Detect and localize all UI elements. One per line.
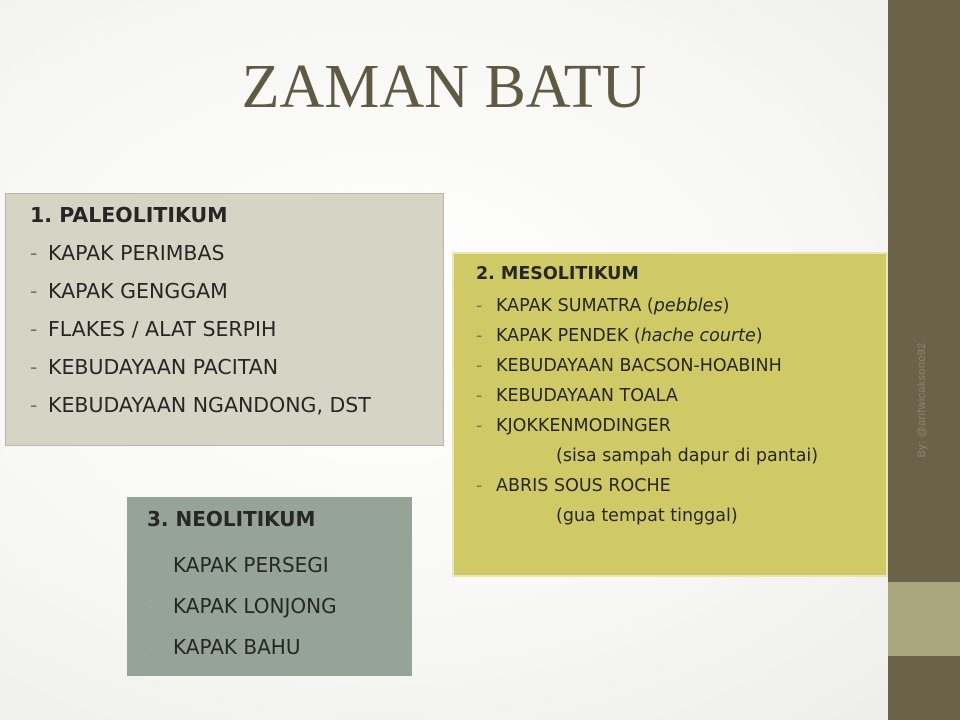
dash-bullet: - bbox=[476, 416, 483, 436]
mesolitikum-heading: 2. MESOLITIKUM bbox=[476, 264, 639, 284]
list-item: - KAPAK PERIMBAS bbox=[26, 234, 443, 272]
list-item: - KEBUDAYAAN TOALA bbox=[476, 381, 886, 411]
dash-bullet: - bbox=[30, 355, 38, 379]
dash-bullet: - bbox=[476, 326, 483, 346]
list-item-note: (gua tempat tinggal) bbox=[556, 506, 738, 526]
list-item: - KAPAK BAHU bbox=[147, 627, 412, 668]
list-item: - KJOKKENMODINGER bbox=[476, 411, 886, 441]
list-item: - KEBUDAYAAN BACSON-HOABINH bbox=[476, 351, 886, 381]
dash-bullet: - bbox=[476, 386, 483, 406]
sidebar-accent bbox=[888, 582, 960, 656]
list-item: - KAPAK PERSEGI bbox=[147, 545, 412, 586]
list-item: - KAPAK SUMATRA (pebbles) bbox=[476, 291, 886, 321]
mesolitikum-box bbox=[452, 252, 888, 577]
list-item: - KEBUDAYAAN NGANDONG, DST bbox=[26, 386, 443, 424]
dash-bullet: - bbox=[30, 279, 38, 303]
paleolitikum-box bbox=[5, 193, 444, 446]
dash-bullet: - bbox=[30, 317, 38, 341]
dash-bullet: - bbox=[30, 241, 38, 265]
list-item: - KEBUDAYAAN PACITAN bbox=[26, 348, 443, 386]
dash-bullet: - bbox=[476, 476, 483, 496]
dash-bullet: - bbox=[147, 553, 155, 577]
dash-bullet: - bbox=[147, 594, 155, 618]
neolitikum-list bbox=[147, 545, 412, 668]
list-item: - KAPAK LONJONG bbox=[147, 586, 412, 627]
dash-bullet: - bbox=[30, 393, 38, 417]
dash-bullet: - bbox=[476, 296, 483, 316]
mesolitikum-list bbox=[476, 291, 886, 531]
neolitikum-heading: 3. NEOLITIKUM bbox=[147, 507, 316, 531]
list-item: - FLAKES / ALAT SERPIH bbox=[26, 310, 443, 348]
neolitikum-box bbox=[127, 497, 412, 676]
paleolitikum-heading: 1. PALEOLITIKUM bbox=[30, 203, 228, 227]
dash-bullet: - bbox=[147, 635, 155, 659]
paleolitikum-list bbox=[26, 234, 443, 424]
list-item: - ABRIS SOUS ROCHE bbox=[476, 471, 886, 501]
author-credit: By: @arifwicaksono92 bbox=[916, 342, 928, 458]
dash-bullet: - bbox=[476, 356, 483, 376]
slide-title: ZAMAN BATU bbox=[241, 53, 647, 121]
list-item: - KAPAK PENDEK (hache courte) bbox=[476, 321, 886, 351]
list-item: - KAPAK GENGGAM bbox=[26, 272, 443, 310]
list-item-note: (sisa sampah dapur di pantai) bbox=[556, 446, 819, 466]
